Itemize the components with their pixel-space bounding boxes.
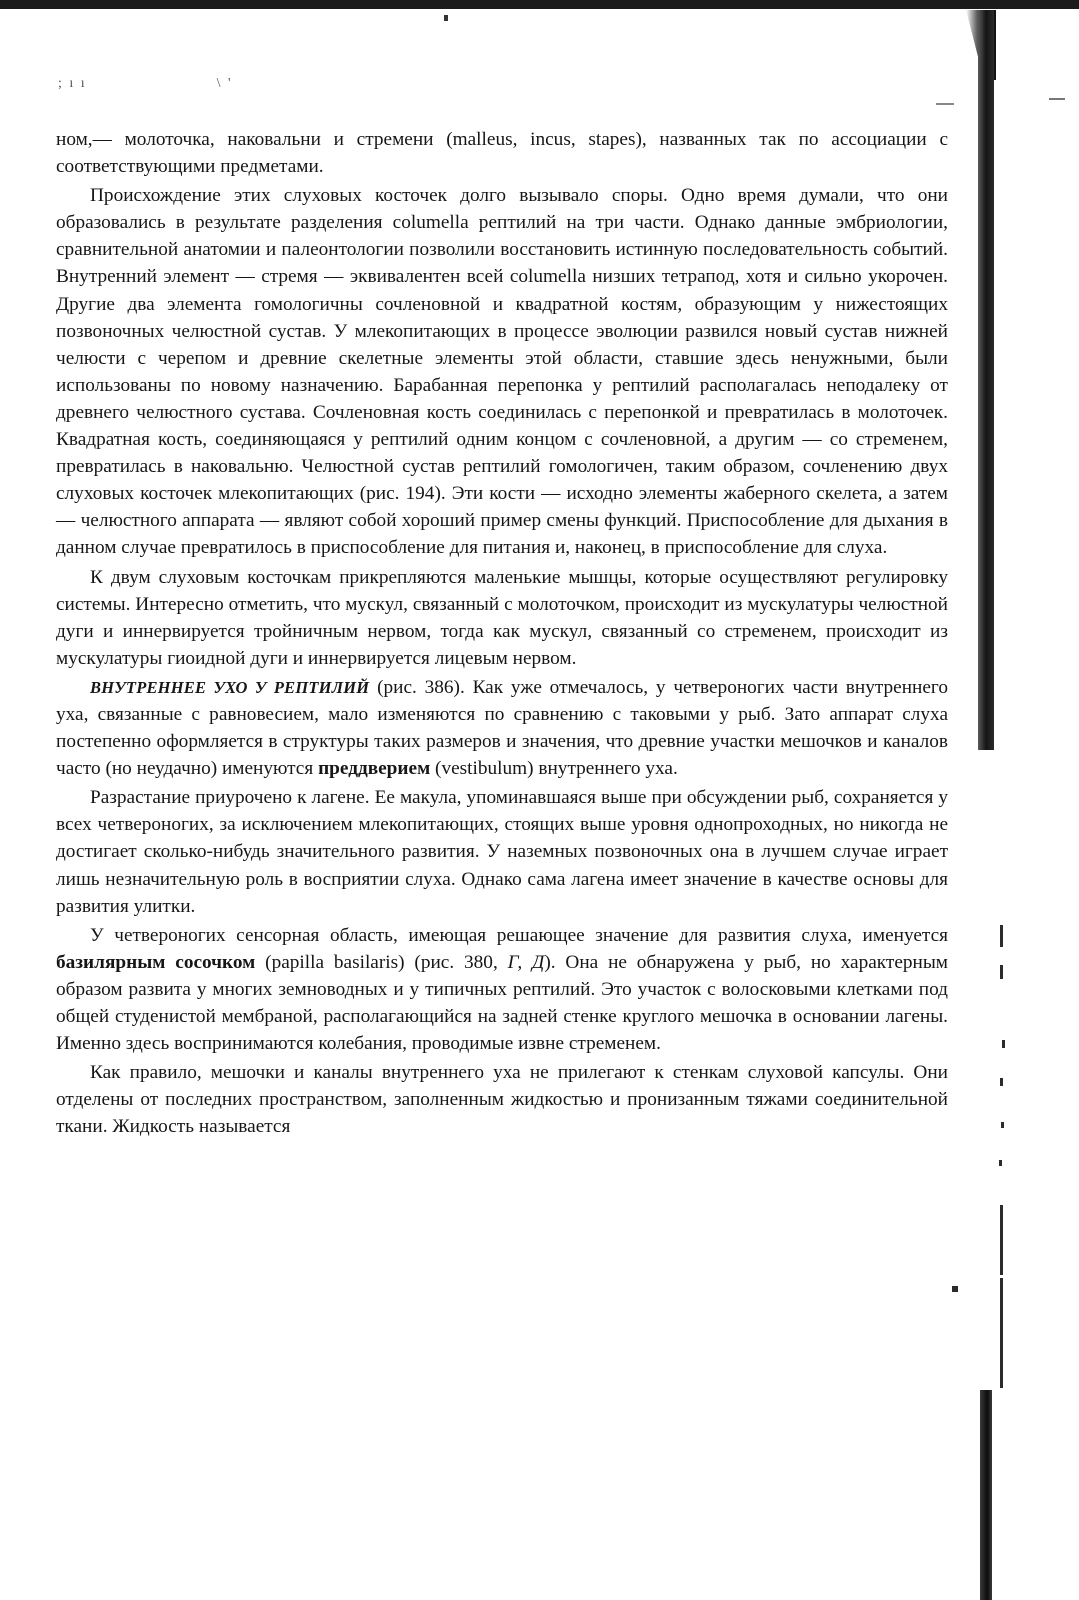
- section-heading: ВНУТРЕННЕЕ УХО У РЕПТИЛИЙ: [90, 677, 370, 697]
- scan-top-edge: [0, 0, 1079, 9]
- page-header-marks: [58, 76, 233, 92]
- paragraph: Как правило, мешочки и каналы внутреннего уха не прилегают к стенкам слуховой капсулы. Они отделены от последних пространством, заполненным жидкостью и пронизанным тяжами соединительной ткани. Жидкость называется: [56, 1062, 948, 1138]
- paragraph-text: (рис. 386). Как уже отмечалось, у четвероногих части внутреннего уха, связанные с равновесием, мало изменяются по сравнению с таковыми у рыб. Зато аппарат слуха постепенно оформляется в структуры таких размеров и значения, что древние участки мешочков и каналов часто (но неудачно) именуются: [56, 676, 948, 780]
- binding-fragment: [1000, 965, 1003, 979]
- term: базилярным сосочком: [56, 951, 256, 973]
- paragraph: Происхождение этих слуховых косточек долго вызывало споры. Одно время думали, что они образовались в результате разделения columella рептилий на три части. Однако данные эмбриологии, сравнительной анатомии и палеонтологии позволили восстановить истинную последовательность событий. Внутренний элемент — стремя — эквивалентен всей columella низших тетрапод, хотя и сильно укорочен. Другие два элемента гомологичны сочленовной и квадратной костям, образующим у нижестоящих позвоночных челюстной сустав. У млекопитающих в процессе эволюции развился новый сустав нижней челюсти с черепом и древние скелетные элементы этой области, ставшие здесь ненужными, были использованы по новому назначению. Барабанная перепонка у рептилий располагалась неподалеку от древнего челюстного сустава. Сочленовная кость соединилась с перепонкой и превратилась в молоточек. Квадратная кость, соединяющаяся у рептилий одним концом с сочленовной, а другим — со стременем, превратилась в наковальню. Челюстной сустав рептилий гомологичен, таким образом, сочленению двух слуховых косточек млекопитающих (рис. 194). Эти кости — исходно элементы жаберного скелета, а затем — челюстного аппарата — являют собой хороший пример смены функций. Приспособление для дыхания в данном случае превратилось в приспособление для питания и, наконец, в приспособление для слуха.: [56, 185, 948, 559]
- paragraph-text: У четвероногих сенсорная область, имеющая решающее значение для развития слуха, именуется: [90, 924, 948, 946]
- binding-fragment: [1001, 1122, 1004, 1128]
- binding-fragment: [1000, 1078, 1003, 1086]
- figure-ref: Г, Д: [507, 951, 545, 973]
- binding-fragment: [1000, 925, 1003, 947]
- binding-fragment: [999, 1160, 1002, 1166]
- body-text: [56, 126, 948, 1142]
- header-mark-left: ; ı ı: [58, 76, 87, 91]
- binding-shadow: [966, 10, 996, 1600]
- paragraph: [56, 922, 948, 1057]
- header-rule: [936, 103, 954, 105]
- paragraph-text: (papilla basilaris) (рис. 380,: [255, 951, 508, 973]
- binding-fragment: [952, 1286, 958, 1292]
- paragraph-text: (vestibulum) внутреннего уха.: [430, 758, 678, 780]
- paragraph: [56, 674, 948, 782]
- binding-shadow-band: [978, 10, 994, 750]
- binding-fragment: [1002, 1040, 1005, 1048]
- paragraph-text: ). Она не обнаружена у рыб, но характерным образом развита у многих земноводных и у типичных рептилий. Это участок с волосковыми клетками под общей студенистой мембраной, располагающийся на задней стенке круглого мешочка в основании лагены. Именно здесь воспринимаются колебания, проводимые извне стременем.: [56, 951, 948, 1055]
- scan-speck: [444, 15, 448, 21]
- binding-fragment: [1000, 1205, 1003, 1275]
- paragraph: К двум слуховым косточкам прикрепляются маленькие мышцы, которые осуществляют регулировку системы. Интересно отметить, что мускул, связанный с молоточком, происходит из мускулатуры челюстной дуги и иннервируется тройничным нервом, тогда как мускул, связанный со стременем, происходит из мускулатуры гиоидной дуги и иннервируется лицевым нервом.: [56, 566, 948, 669]
- margin-mark: [1049, 98, 1065, 100]
- header-mark-right: \ ': [216, 76, 233, 91]
- paragraph: Разрастание приурочено к лагене. Ее макула, упоминавшаяся выше при обсуждении рыб, сохраняется у всех четвероногих, за исключением млекопитающих, стоящих выше уровня однопроходных, но никогда не достигает сколько-нибудь значительного развития. У наземных позвоночных она в лучшем случае играет лишь незначительную роль в восприятии слуха. Однако сама лагена имеет значение в качестве основы для развития улитки.: [56, 787, 948, 917]
- binding-shadow-bottom: [980, 1390, 992, 1600]
- paragraph: ном,— молоточка, наковальни и стремени (malleus, incus, stapes), названных так по ассоциации с соответствующими предметами.: [56, 129, 948, 178]
- term: преддверием: [318, 758, 431, 780]
- binding-fragment: [1000, 1278, 1003, 1388]
